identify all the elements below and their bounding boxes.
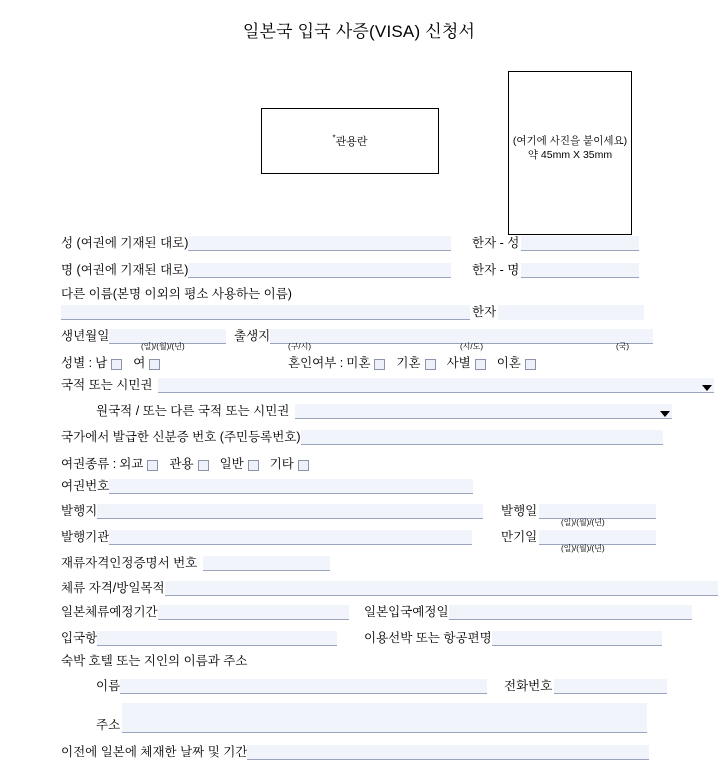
surname-input[interactable]: [188, 236, 451, 251]
chevron-down-icon: [702, 385, 712, 391]
row-issue-authority: [61, 530, 472, 545]
passport-other-label: 기타: [269, 457, 294, 471]
birthdate-format-hint: (일)/(월)/(년): [141, 342, 185, 351]
gender-male-label: 남: [95, 356, 108, 370]
issue-authority-label: 발행기관: [61, 530, 110, 545]
issue-authority-input[interactable]: [109, 530, 472, 545]
birthplace-district-hint: (구/시): [288, 342, 312, 351]
row-nationality: [61, 378, 714, 393]
port-input[interactable]: [97, 631, 337, 646]
coe-number-input[interactable]: [203, 556, 330, 571]
othername-hanja-label: 한자: [472, 305, 497, 320]
accommodation-phone-label: 전화번호: [504, 679, 553, 694]
row-othername-hanja: [472, 305, 644, 320]
marital-single-label: 미혼: [346, 356, 371, 370]
port-label: 입국항: [61, 631, 98, 646]
gender-male-checkbox[interactable]: [111, 359, 122, 370]
givenname-hanja-input[interactable]: [521, 263, 639, 278]
accommodation-name-label: 이름: [96, 679, 121, 694]
gender-label: 성별 :: [61, 356, 93, 370]
other-nationality-select[interactable]: [295, 404, 672, 419]
gender-female-checkbox[interactable]: [149, 359, 160, 370]
arrival-date-input[interactable]: [449, 605, 692, 620]
row-arrival-date: [364, 605, 692, 620]
issue-date-format-hint: (일)/(월)/(년): [561, 518, 605, 527]
row-givenname-hanja: [472, 263, 639, 278]
expiry-date-input[interactable]: [539, 530, 656, 545]
expiry-date-format-hint: (일)/(월)/(년): [561, 544, 605, 553]
passport-ordinary-checkbox[interactable]: [248, 460, 259, 471]
passport-number-label: 여권번호: [61, 479, 110, 494]
row-othername-label: [61, 288, 292, 302]
previous-stay-input[interactable]: [247, 745, 649, 760]
purpose-input[interactable]: [165, 581, 718, 596]
coe-number-label: 재류자격인정증명서 번호: [61, 556, 198, 571]
row-passport-type: [61, 454, 312, 472]
row-issue-date: [501, 504, 656, 519]
givenname-hanja-label: 한자 - 명: [472, 263, 520, 278]
birthplace-label: 출생지: [234, 329, 271, 344]
surname-hanja-label: 한자 - 성: [472, 236, 520, 251]
surname-label: 성 (여권에 기재된 대로): [61, 236, 189, 251]
page-title: 일본국 입국 사증(VISA) 신청서: [242, 22, 476, 41]
row-surname: [61, 236, 451, 251]
row-accommodation-name: [96, 679, 487, 694]
marital-married-checkbox[interactable]: [425, 359, 436, 370]
birthplace-country-hint: (국): [616, 342, 630, 351]
accommodation-phone-input[interactable]: [554, 679, 667, 694]
row-gender: [61, 353, 163, 371]
givenname-input[interactable]: [188, 263, 451, 278]
photo-paste-box: [508, 71, 632, 235]
accommodation-address-input[interactable]: [122, 703, 647, 733]
row-accommodation-phone: [504, 679, 667, 694]
surname-hanja-input[interactable]: [521, 236, 639, 251]
row-coe-number: [61, 556, 330, 571]
passport-type-label: 여권종류 :: [61, 457, 117, 471]
accommodation-name-input[interactable]: [120, 679, 487, 694]
official-use-text: *관용란: [332, 133, 368, 148]
issue-date-input[interactable]: [539, 504, 656, 519]
national-id-input[interactable]: [301, 430, 663, 445]
photo-instruction-line1: (여기에 사진을 붙이세요): [512, 135, 628, 147]
marital-single-checkbox[interactable]: [374, 359, 385, 370]
row-other-nationality: [96, 404, 672, 419]
other-nationality-label: 원국적 / 또는 다른 국적 또는 시민권: [96, 404, 290, 419]
previous-stay-label: 이전에 일본에 체재한 날짜 및 기간: [61, 745, 248, 760]
birthplace-province-hint: (시/도): [460, 342, 484, 351]
passport-diplomatic-checkbox[interactable]: [147, 460, 158, 471]
national-id-label: 국가에서 발급한 신분증 번호 (주민등록번호): [61, 430, 301, 445]
row-expiry-date: [501, 530, 656, 545]
stay-period-label: 일본체류예정기간: [61, 605, 158, 620]
passport-diplomatic-label: 외교: [119, 457, 144, 471]
arrival-date-label: 일본입국예정일: [364, 605, 449, 620]
accommodation-address-label: 주소: [96, 718, 121, 733]
othername-hanja-input[interactable]: [498, 305, 644, 320]
row-port: [61, 631, 337, 646]
marital-divorced-checkbox[interactable]: [525, 359, 536, 370]
birthdate-label: 생년월일: [61, 329, 110, 344]
row-marital-status: [288, 353, 539, 371]
othername-label: 다른 이름(본명 이외의 평소 사용하는 이름): [61, 287, 292, 301]
givenname-label: 명 (여권에 기재된 대로): [61, 263, 189, 278]
accommodation-label: 숙박 호텔 또는 지인의 이름과 주소: [61, 654, 248, 668]
nationality-label: 국적 또는 시민권: [61, 378, 153, 393]
marital-married-label: 기혼: [396, 356, 421, 370]
marital-divorced-label: 이혼: [496, 356, 521, 370]
othername-input[interactable]: [61, 305, 470, 320]
row-surname-hanja: [472, 236, 639, 251]
marital-widowed-label: 사별: [446, 356, 471, 370]
official-use-box: [261, 108, 439, 174]
photo-instruction-line2: 약 45mm X 35mm: [527, 149, 613, 162]
passport-other-checkbox[interactable]: [298, 460, 309, 471]
chevron-down-icon: [660, 411, 670, 417]
row-passport-number: [61, 479, 473, 494]
purpose-label: 체류 자격/방일목적: [61, 581, 165, 596]
issue-place-input[interactable]: [97, 504, 483, 519]
passport-number-input[interactable]: [109, 479, 473, 494]
passport-official-checkbox[interactable]: [198, 460, 209, 471]
row-othername-input: [61, 305, 470, 320]
gender-female-label: 여: [133, 356, 146, 370]
issue-place-label: 발행지: [61, 504, 98, 519]
vessel-input[interactable]: [492, 631, 662, 646]
row-accommodation-address: [96, 703, 647, 733]
vessel-label: 이용선박 또는 항공편명: [364, 631, 492, 646]
passport-official-label: 관용: [169, 457, 194, 471]
row-accommodation-label: [61, 655, 247, 669]
row-previous-stay: [61, 745, 649, 760]
stay-period-input[interactable]: [158, 605, 349, 620]
row-issue-place: [61, 504, 483, 519]
row-stay-period: [61, 605, 349, 620]
row-vessel: [364, 631, 662, 646]
marital-label: 혼인여부 :: [288, 356, 344, 370]
issue-date-label: 발행일: [501, 504, 538, 519]
passport-ordinary-label: 일반: [219, 457, 244, 471]
row-purpose: [61, 581, 718, 596]
row-national-id: [61, 430, 663, 445]
marital-widowed-checkbox[interactable]: [475, 359, 486, 370]
row-givenname: [61, 263, 451, 278]
expiry-date-label: 만기일: [501, 530, 538, 545]
nationality-select[interactable]: [158, 378, 714, 393]
asterisk-mark: *: [332, 133, 336, 143]
